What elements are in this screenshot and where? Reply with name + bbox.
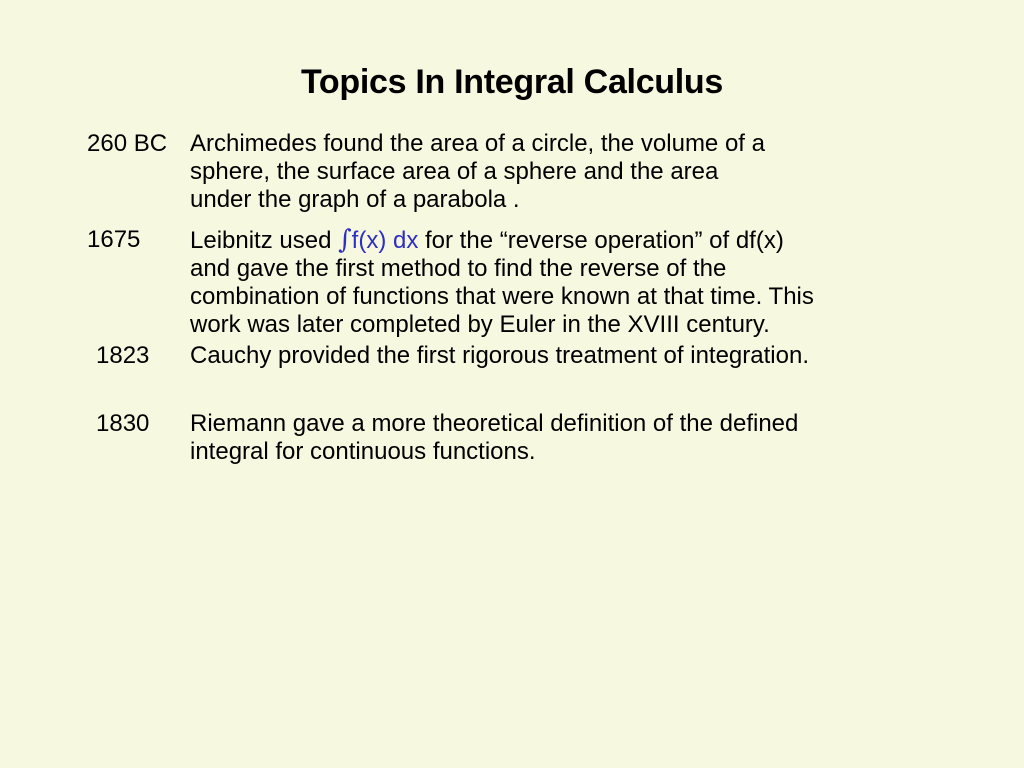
entry-year: 260 BC [87, 130, 168, 157]
entry-year: 1823 [96, 342, 150, 369]
entry-text: Riemann gave a more theoretical definition of the defined integral for continuous functions. [190, 410, 799, 465]
integral-expression: f(x) dx [351, 227, 419, 254]
entry-text-before: Leibnitz used [190, 227, 339, 254]
entry-text: Cauchy provided the first rigorous treatment of integration. [190, 342, 809, 369]
slide-title: Topics In Integral Calculus [300, 63, 723, 101]
integral-sign-icon: ∫ [338, 225, 352, 255]
entry-text [190, 226, 990, 339]
integral-formula [338, 227, 418, 254]
entry-text-after: for the “reverse operation” of df(x) and gave the first method to find the reverse of the combination of functions that were known at that time. This work was later completed by Euler in the XVIII century. [190, 227, 814, 338]
entry-text: Archimedes found the area of a circle, the volume of a sphere, the surface area of a sphere and the area under the graph of a parabola . [190, 130, 765, 213]
entry-year: 1830 [96, 410, 150, 437]
entry-year: 1675 [87, 226, 141, 253]
